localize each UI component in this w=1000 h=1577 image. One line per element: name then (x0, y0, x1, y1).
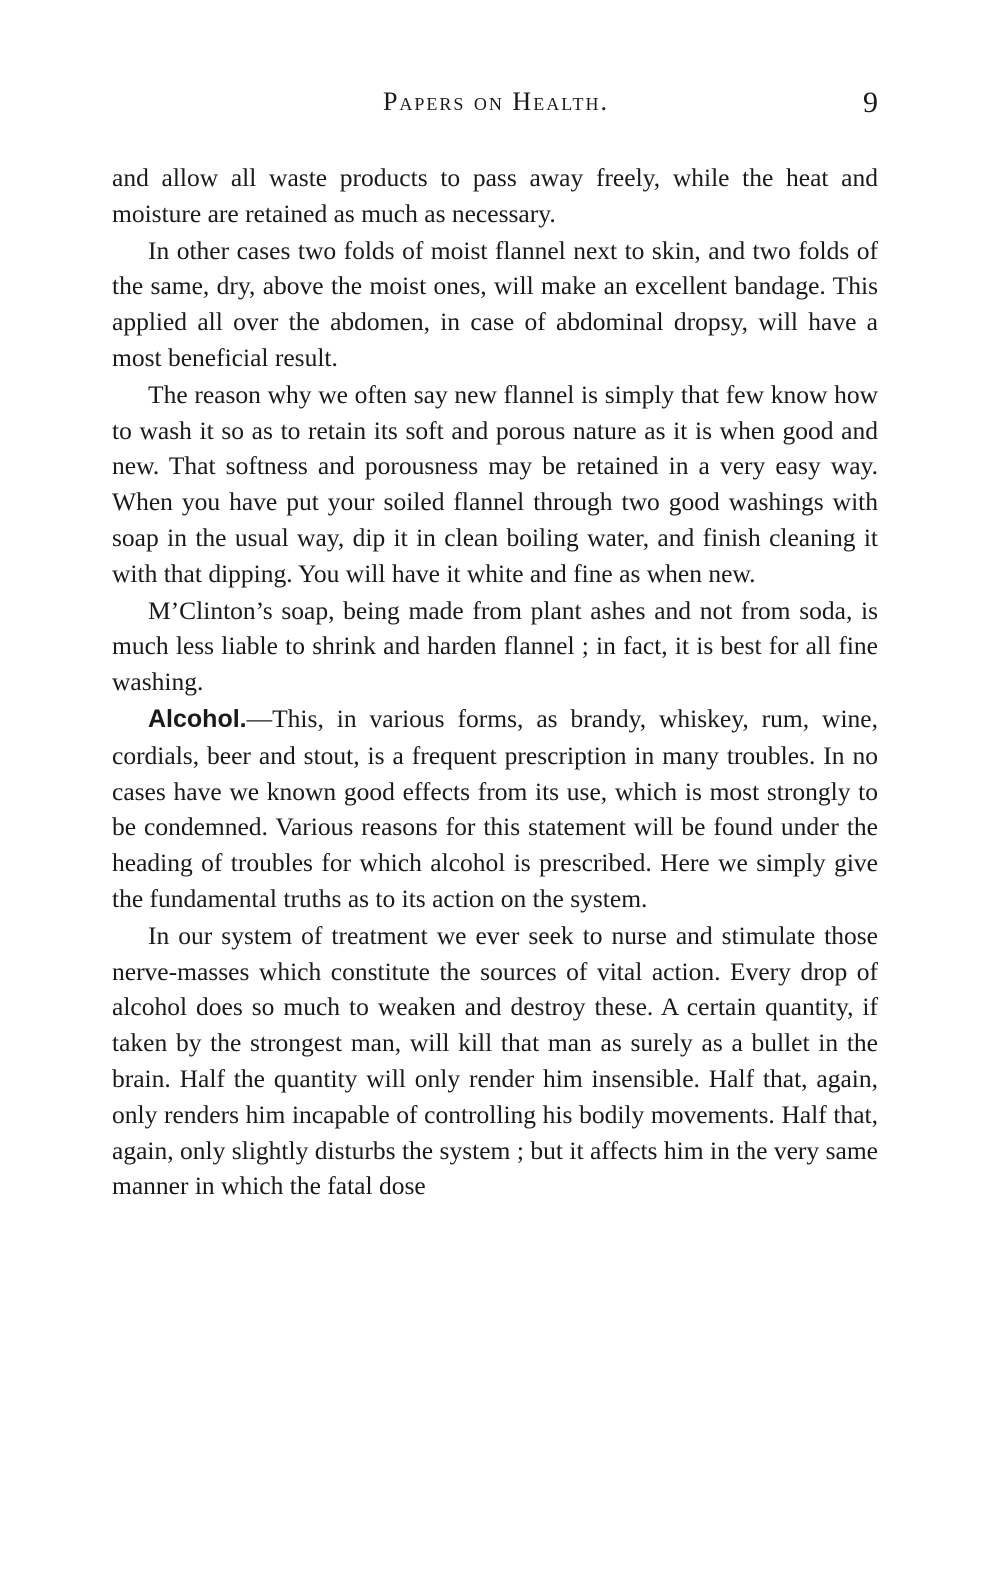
paragraph-flannel-bandage: In other cases two folds of moist flannel next to skin, and two folds of the same, dry, above the moist ones, will make an excellent bandage. This applied all over the abdomen, in case of abdominal dropsy, will have a most beneficial result. (112, 235, 878, 372)
running-title: Papers on Health. (382, 87, 610, 116)
paragraph-continued: and allow all waste products to pass away freely, while the heat and moisture are retained as much as necessary. (112, 163, 878, 228)
paragraph-nerve-masses: In our system of treatment we ever seek to nurse and stimulate those nerve-masses which constitute the sources of vital action. Every drop of alcohol does so much to weaken and destroy these. A certain quantity, if taken by the strongest man, will kill that man as surely as a bullet in the brain. Half the quantity will only render him insensible. Half that, again, only renders him incapable of controlling his bodily movements. Half that, again, only slightly disturbs the system ; but it affects him in the very same manner in which the fatal dose (112, 920, 878, 1201)
alcohol-section-paragraph (112, 701, 878, 917)
paragraph-soap: M’Clinton’s soap, being made from plant ashes and not from soda, is much less liable to shrink and harden flannel ; in fact, it is best for all fine washing. (112, 595, 878, 697)
alcohol-lead-text: —This, in various forms, as brandy, whiskey, rum, wine, cordials, beer and stout, is a frequent prescription in many troubles. In no cases have we known good effects from its use, which is most strongly to be condemned. Various reasons for this statement will be found under the heading of troubles for which alcohol is prescribed. Here we simply give the fundamental truths as to its action on the system. (112, 703, 878, 913)
paragraph-new-flannel: The reason why we often say new flannel is simply that few know how to wash it so as to retain its soft and porous nature as it is when good and new. That softness and porousness may be retained in a very easy way. When you have put your soiled flannel through two good washings with soap in the usual way, dip it in clean boiling water, and finish cleaning it with that dipping. You will have it white and fine as when new. (112, 379, 878, 588)
page-number: 9 (863, 86, 878, 119)
section-heading-alcohol: Alcohol. (148, 704, 247, 733)
body-text (112, 160, 878, 1204)
running-head (112, 84, 880, 124)
